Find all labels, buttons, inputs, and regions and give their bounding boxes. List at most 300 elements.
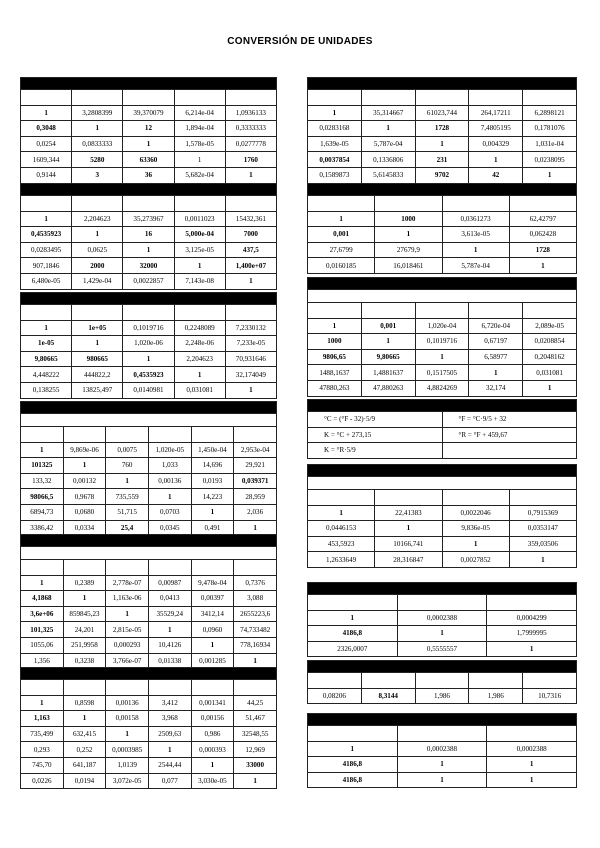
table-row <box>21 742 277 758</box>
table-cell: 101,325 <box>21 622 64 638</box>
table-cell: 0,0022046 <box>442 505 509 521</box>
table-title <box>308 78 577 90</box>
column-header <box>148 560 191 576</box>
table-cell: 0,0283495 <box>21 242 72 258</box>
table-cell: 0,0194 <box>63 773 106 789</box>
table-cell: 0,293 <box>21 742 64 758</box>
column-header <box>234 680 277 696</box>
column-header <box>487 726 577 742</box>
table-cell: 1,031e-04 <box>523 136 577 152</box>
table-presion <box>20 401 277 536</box>
conversion-table <box>307 183 577 274</box>
table-title-row <box>21 535 277 547</box>
column-header <box>123 196 174 212</box>
table-cell: 1 <box>234 520 277 536</box>
table-cell: 0,0075 <box>106 442 149 458</box>
table-cell: 1 <box>148 742 191 758</box>
table-cell: 1 <box>308 610 398 626</box>
table-gases <box>307 660 577 704</box>
table-cell: 1,894e-04 <box>174 121 225 137</box>
conversion-table <box>20 534 277 669</box>
table-cell <box>442 443 577 459</box>
table-cell: 7,233e-05 <box>225 336 276 352</box>
table-cell: 1,986 <box>415 688 469 704</box>
column-header <box>234 427 277 443</box>
table-cell: 0,1019716 <box>123 320 174 336</box>
table-cell: 1728 <box>509 242 576 258</box>
table-row <box>21 320 277 336</box>
table-cell: 0,252 <box>63 742 106 758</box>
table-row <box>21 757 277 773</box>
table-cell: 2,204623 <box>72 211 123 227</box>
table-cell: 1,020e-04 <box>415 318 469 334</box>
table-cell: 1 <box>523 380 577 396</box>
table-cell: 359,03506 <box>509 536 576 552</box>
table-cell: 1 <box>123 351 174 367</box>
table-title-row <box>308 78 577 90</box>
table-cell: 0,01338 <box>148 653 191 669</box>
table-cell: 1,986 <box>469 688 523 704</box>
table-cell: 735,559 <box>106 489 149 505</box>
table-title <box>308 278 577 290</box>
table-row <box>308 626 577 642</box>
table-cell: 51,467 <box>234 711 277 727</box>
table-cell: 0,0208854 <box>523 334 577 350</box>
column-header <box>442 196 509 212</box>
table-row <box>308 318 577 334</box>
table-cell: 0,0254 <box>21 136 72 152</box>
column-header-row <box>308 303 577 319</box>
table-row <box>308 688 577 704</box>
table-cell: 2326,0007 <box>308 641 398 657</box>
table-note-row <box>308 477 577 490</box>
table-row <box>308 772 577 788</box>
column-header <box>21 90 72 106</box>
table-title-row <box>21 402 277 414</box>
table-cell: 0,001 <box>308 227 375 243</box>
column-header <box>523 303 577 319</box>
table-row <box>21 726 277 742</box>
table-densidad <box>307 183 577 274</box>
table-cell: 2,204623 <box>174 351 225 367</box>
table-cell: 1 <box>191 757 234 773</box>
column-header <box>21 196 72 212</box>
table-cell: 1000 <box>375 211 442 227</box>
column-header <box>63 427 106 443</box>
table-cell: 0,0238095 <box>523 152 577 168</box>
table-cell: 1 <box>106 726 149 742</box>
table-cell: 3,072e-05 <box>106 773 149 789</box>
table-cell: 1 <box>469 365 523 381</box>
table-cell: 0,1336806 <box>361 152 415 168</box>
table-row <box>21 367 277 383</box>
table-row <box>308 536 577 552</box>
table-cell: 0,0703 <box>148 504 191 520</box>
table-cell: 0,0446153 <box>308 521 375 537</box>
table-cell: °F = °C·9/5 + 32 <box>442 412 577 428</box>
conversion-table <box>307 660 577 704</box>
table-cell: 1 <box>21 575 64 591</box>
table-cell: 1 <box>361 121 415 137</box>
table-title <box>308 400 577 412</box>
table-title-row <box>308 184 577 196</box>
table-cell: 0,00156 <box>191 711 234 727</box>
table-cell: 453,5923 <box>308 536 375 552</box>
table-cell: 1 <box>487 641 577 657</box>
table-row <box>21 773 277 789</box>
table-cell: 1 <box>148 622 191 638</box>
table-cell: 1,7999995 <box>487 626 577 642</box>
table-row <box>308 552 577 568</box>
column-header <box>234 560 277 576</box>
table-cell: 760 <box>106 458 149 474</box>
table-cell: 251,9958 <box>63 637 106 653</box>
table-cell: 1 <box>21 695 64 711</box>
column-header <box>174 305 225 321</box>
table-cell: 1,2633649 <box>308 552 375 568</box>
column-header <box>397 726 487 742</box>
table-cell: 32548,55 <box>234 726 277 742</box>
table-cell: 1 <box>308 505 375 521</box>
table-cell: 3,125e-05 <box>174 242 225 258</box>
table-cell: 1 <box>469 152 523 168</box>
column-header <box>308 595 398 611</box>
table-row <box>21 504 277 520</box>
table-cell: 231 <box>415 152 469 168</box>
table-cell: 1 <box>487 757 577 773</box>
table-cell: 2544,44 <box>148 757 191 773</box>
table-cell: 4186,8 <box>308 772 398 788</box>
table-cell: 0,0160185 <box>308 258 375 274</box>
table-cell: 3,968 <box>148 711 191 727</box>
table-cell: 35529,24 <box>148 606 191 622</box>
table-row <box>21 442 277 458</box>
table-cell: 9,869e-06 <box>63 442 106 458</box>
table-cell: 2,089e-05 <box>523 318 577 334</box>
column-header <box>106 560 149 576</box>
table-cell: 1,163 <box>21 711 64 727</box>
column-header <box>174 196 225 212</box>
table-row <box>21 211 277 227</box>
table-cell: 641,187 <box>63 757 106 773</box>
table-cell: 0,062428 <box>509 227 576 243</box>
table-cell: 1 <box>442 536 509 552</box>
table-cell: 1,0139 <box>106 757 149 773</box>
table-row <box>308 427 577 443</box>
table-row <box>21 105 277 121</box>
table-note <box>308 290 577 303</box>
table-note <box>21 547 277 560</box>
table-cell: 28,316847 <box>375 552 442 568</box>
table-cell: 32,174 <box>469 380 523 396</box>
column-header-row <box>308 196 577 212</box>
table-cell: 5,787e-04 <box>442 258 509 274</box>
conversion-table <box>307 582 577 657</box>
table-row <box>308 365 577 381</box>
column-header <box>308 196 375 212</box>
column-header <box>123 90 174 106</box>
column-header <box>191 680 234 696</box>
table-fuerza <box>20 292 277 399</box>
table-row <box>21 227 277 243</box>
table-cell: 10,7316 <box>523 688 577 704</box>
table-cell: 101325 <box>21 458 64 474</box>
conversion-table <box>307 77 577 184</box>
column-header <box>308 490 375 506</box>
table-row <box>308 105 577 121</box>
table-cell: 27679,9 <box>375 242 442 258</box>
table-cell: 44,25 <box>234 695 277 711</box>
table-cell: 778,16934 <box>234 637 277 653</box>
table-note-row <box>308 290 577 303</box>
table-row <box>308 505 577 521</box>
table-cell: 0,1019716 <box>415 334 469 350</box>
table-row <box>21 695 277 711</box>
column-header-row <box>308 595 577 611</box>
table-cell: 0,00987 <box>148 575 191 591</box>
table-cell: 0,138255 <box>21 382 72 398</box>
table-cell: 3386,42 <box>21 520 64 536</box>
table-cell: 859845,23 <box>63 606 106 622</box>
table-cell: 0,986 <box>191 726 234 742</box>
column-header <box>72 90 123 106</box>
table-potencia <box>20 667 277 789</box>
table-title-row <box>308 465 577 477</box>
table-cell: 3,030e-05 <box>191 773 234 789</box>
table-row <box>21 711 277 727</box>
table-cell: 1 <box>21 442 64 458</box>
conversion-table <box>307 464 577 568</box>
table-row <box>308 136 577 152</box>
table-cell: 35,314667 <box>361 105 415 121</box>
table-cell: 16 <box>123 227 174 243</box>
column-header <box>106 680 149 696</box>
table-cell: 1 <box>361 334 415 350</box>
table-cell: 264,17211 <box>469 105 523 121</box>
table-cell: 1 <box>375 521 442 537</box>
table-cell: 1 <box>21 105 72 121</box>
table-cell: 0,7376 <box>234 575 277 591</box>
table-cell: 1 <box>106 606 149 622</box>
table-title <box>308 661 577 673</box>
table-cell: 6,214e-04 <box>174 105 225 121</box>
table-cell: 1,429e-04 <box>72 273 123 289</box>
table-row <box>308 152 577 168</box>
table-cell: 2,815e-05 <box>106 622 149 638</box>
table-cell: 1 <box>191 637 234 653</box>
column-header <box>308 726 398 742</box>
column-header <box>415 303 469 319</box>
table-cell: 437,5 <box>225 242 276 258</box>
table-row <box>308 121 577 137</box>
table-cell: 1 <box>148 489 191 505</box>
conversion-table <box>20 667 277 789</box>
table-cell: 0,3333333 <box>225 121 276 137</box>
table-cell: 1728 <box>415 121 469 137</box>
conversion-table <box>20 401 277 536</box>
table-row <box>21 637 277 653</box>
table-cell: 0,0002388 <box>397 610 487 626</box>
conversion-table <box>307 713 577 788</box>
column-header-row <box>21 560 277 576</box>
table-cell: 1055,06 <box>21 637 64 653</box>
table-cell: 1,400e+07 <box>225 258 276 274</box>
column-header <box>191 427 234 443</box>
table-row <box>308 380 577 396</box>
table-note <box>21 414 277 427</box>
column-header <box>375 490 442 506</box>
table-cell: 4,8824269 <box>415 380 469 396</box>
table-cell: 35,273967 <box>123 211 174 227</box>
table-cell: 0,0625 <box>72 242 123 258</box>
table-cell: 1000 <box>308 334 362 350</box>
table-cell: 0,00136 <box>106 695 149 711</box>
table-row <box>308 334 577 350</box>
table-cell: 6,2898121 <box>523 105 577 121</box>
table-cell: 0,0003985 <box>106 742 149 758</box>
table-cell: 1 <box>442 242 509 258</box>
table-cell: 4,448222 <box>21 367 72 383</box>
table-cell: 0,031081 <box>523 365 577 381</box>
table-cell: 33000 <box>234 757 277 773</box>
column-header-row <box>308 90 577 106</box>
table-title <box>21 668 277 680</box>
table-cell: 0,0002388 <box>487 741 577 757</box>
table-cell: 1 <box>415 136 469 152</box>
column-header <box>72 305 123 321</box>
table-cell: 7,143e-08 <box>174 273 225 289</box>
column-header <box>415 673 469 689</box>
table-title-row <box>21 668 277 680</box>
table-row <box>21 606 277 622</box>
table-cell: 0,0361273 <box>442 211 509 227</box>
table-cell: 632,415 <box>63 726 106 742</box>
table-cell: 0,9678 <box>63 489 106 505</box>
table-cell: 9,80665 <box>361 349 415 365</box>
table-cell: 907,1846 <box>21 258 72 274</box>
table-cell: 32000 <box>123 258 174 274</box>
table-cell: 0,0283168 <box>308 121 362 137</box>
table-cell: 3 <box>72 167 123 183</box>
table-cell: 1 <box>72 227 123 243</box>
column-header-row <box>308 673 577 689</box>
table-cell: 0,00136 <box>148 473 191 489</box>
column-header <box>225 196 276 212</box>
table-cell: 1 <box>397 626 487 642</box>
column-header <box>21 427 64 443</box>
column-header <box>523 673 577 689</box>
table-row <box>308 757 577 773</box>
table-row <box>21 242 277 258</box>
table-title <box>21 184 277 196</box>
column-header <box>21 680 64 696</box>
table-cell: 1 <box>375 227 442 243</box>
table-cell: 5,000e-04 <box>174 227 225 243</box>
table-cell: 0,001285 <box>191 653 234 669</box>
table-cell: 7,4805195 <box>469 121 523 137</box>
table-cell: 0,0353147 <box>509 521 576 537</box>
table-cell: 6894,73 <box>21 504 64 520</box>
table-cell: 24,201 <box>63 622 106 638</box>
table-cell: 61023,744 <box>415 105 469 121</box>
table-cell: 0,0027852 <box>442 552 509 568</box>
column-header <box>469 673 523 689</box>
table-cell: 1 <box>523 167 577 183</box>
table-cell: 1 <box>225 273 276 289</box>
column-header <box>487 595 577 611</box>
table-cell: 2,036 <box>234 504 277 520</box>
table-cell: 47,880263 <box>361 380 415 396</box>
table-cell: 9806,65 <box>308 349 362 365</box>
table-title <box>21 535 277 547</box>
column-header <box>523 90 577 106</box>
table-cell: 1,639e-05 <box>308 136 362 152</box>
table-cell: 15432,361 <box>225 211 276 227</box>
table-cell: 0,077 <box>148 773 191 789</box>
table-row <box>308 412 577 428</box>
table-cell: 1 <box>123 242 174 258</box>
table-cell: 1,020e-06 <box>123 336 174 352</box>
table-cell: 74,733482 <box>234 622 277 638</box>
table-cell: 0,00158 <box>106 711 149 727</box>
table-cell: 0,491 <box>191 520 234 536</box>
table-cell: 1e+05 <box>72 320 123 336</box>
table-row <box>21 591 277 607</box>
table-cell: 70,931646 <box>225 351 276 367</box>
table-cell: 0,0680 <box>63 504 106 520</box>
column-header <box>72 196 123 212</box>
table-cell: 0,001341 <box>191 695 234 711</box>
column-header <box>148 680 191 696</box>
table-row <box>308 242 577 258</box>
column-header <box>225 90 276 106</box>
table-cell: 2,778e-07 <box>106 575 149 591</box>
column-header <box>442 490 509 506</box>
table-title <box>308 714 577 726</box>
table-cell: 27,6799 <box>308 242 375 258</box>
table-viscosidad <box>307 277 577 397</box>
table-cell: 444822,2 <box>72 367 123 383</box>
table-cell: 98066,5 <box>21 489 64 505</box>
table-cell: 28,959 <box>234 489 277 505</box>
table-temperatura <box>307 399 577 459</box>
column-header-row <box>21 90 277 106</box>
table-cell: 1 <box>397 772 487 788</box>
table-cell: 3,412 <box>148 695 191 711</box>
conversion-table <box>307 399 577 459</box>
table-title <box>308 184 577 196</box>
table-cell: 1 <box>21 320 72 336</box>
table-cell: 2,248e-06 <box>174 336 225 352</box>
table-row <box>21 575 277 591</box>
table-cell: 2,953e-04 <box>234 442 277 458</box>
table-cell: 0,1589873 <box>308 167 362 183</box>
table-row <box>21 458 277 474</box>
table-cell: K = °C + 273,15 <box>308 427 443 443</box>
column-header <box>308 90 362 106</box>
table-cell: 0,0011023 <box>174 211 225 227</box>
table-row <box>308 443 577 459</box>
table-cell: 1 <box>21 211 72 227</box>
table-cell: 1 <box>308 105 362 121</box>
column-header <box>123 305 174 321</box>
conversion-table <box>20 77 277 184</box>
table-cell: 0,3048 <box>21 121 72 137</box>
column-header <box>361 673 415 689</box>
table-cell: 14,223 <box>191 489 234 505</box>
table-note-row <box>21 547 277 560</box>
table-cell: 0,7915369 <box>509 505 576 521</box>
